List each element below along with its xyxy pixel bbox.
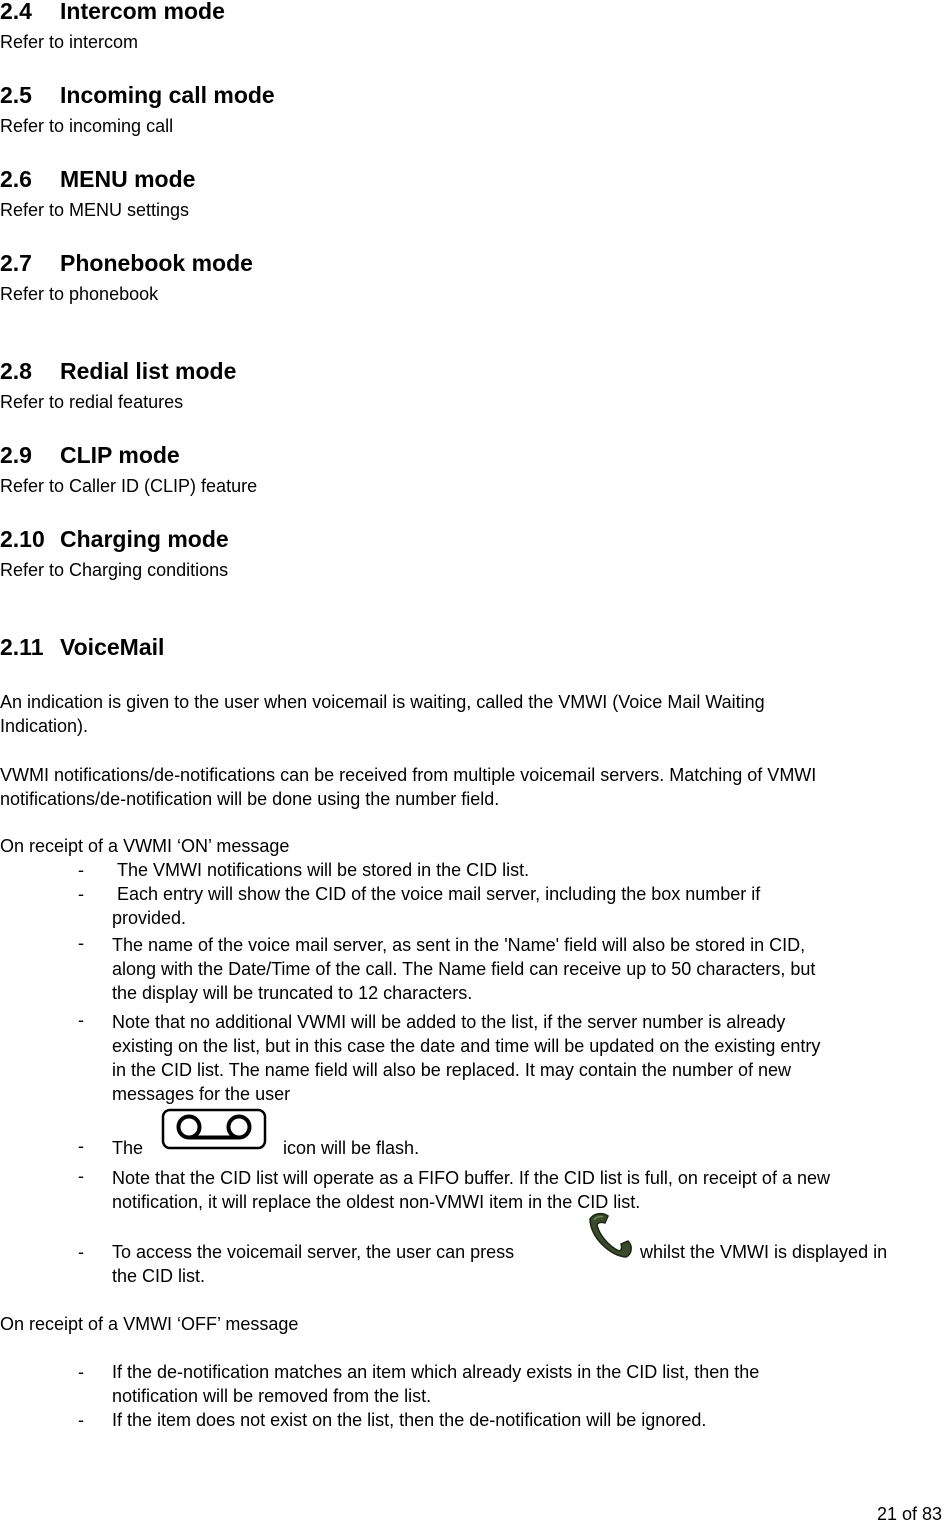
bullet-dash: - bbox=[78, 1010, 84, 1030]
bullet-text: provided. bbox=[112, 908, 187, 928]
paragraph-line: VWMI notifications/de-notifications can be received from multiple voicemail servers. Matching of VMWI bbox=[0, 765, 817, 785]
section-number: 2.5 bbox=[0, 82, 32, 108]
voicemail-tape-icon bbox=[160, 1108, 268, 1150]
bullet-text: the CID list. bbox=[112, 1266, 206, 1286]
section-text: Refer to MENU settings bbox=[0, 200, 190, 220]
bullet-text: notification, it will replace the oldest non-VMWI item in the CID list. bbox=[112, 1192, 641, 1212]
section-title: Phonebook mode bbox=[60, 250, 253, 276]
bullet-text: the display will be truncated to 12 characters. bbox=[112, 983, 473, 1003]
section-text: Refer to Charging conditions bbox=[0, 560, 229, 580]
section-number: 2.7 bbox=[0, 250, 32, 276]
section-text: Refer to incoming call bbox=[0, 116, 174, 136]
off-message-heading: On receipt of a VMWI ‘OFF’ message bbox=[0, 1314, 299, 1334]
page-number: 21 of 83 bbox=[876, 1504, 942, 1524]
section-title: Incoming call mode bbox=[60, 82, 275, 108]
bullet-dash: - bbox=[78, 1410, 84, 1430]
paragraph-line: An indication is given to the user when voicemail is waiting, called the VMWI (Voice Mail Waiting bbox=[0, 692, 765, 712]
section-text: Refer to redial features bbox=[0, 392, 184, 412]
bullet-text: The bbox=[112, 1138, 144, 1158]
bullet-dash: - bbox=[78, 884, 84, 904]
bullet-dash: - bbox=[78, 1166, 84, 1186]
section-text: Refer to phonebook bbox=[0, 284, 159, 304]
bullet-dash: - bbox=[78, 1362, 84, 1382]
bullet-text: notification will be removed from the list. bbox=[112, 1386, 432, 1406]
bullet-text: Each entry will show the CID of the voice mail server, including the box number if bbox=[117, 884, 761, 904]
bullet-text: To access the voicemail server, the user can press bbox=[112, 1242, 515, 1262]
section-text: Refer to Caller ID (CLIP) feature bbox=[0, 476, 258, 496]
bullet-dash: - bbox=[78, 860, 84, 880]
bullet-text: existing on the list, but in this case the date and time will be updated on the existing entry bbox=[112, 1036, 821, 1056]
bullet-dash: - bbox=[78, 933, 84, 953]
bullet-text: Note that the CID list will operate as a FIFO buffer. If the CID list is full, on receipt of a new bbox=[112, 1168, 830, 1188]
section-text: Refer to intercom bbox=[0, 32, 139, 52]
bullet-text: If the item does not exist on the list, then the de-notification will be ignored. bbox=[112, 1410, 707, 1430]
paragraph-line: notifications/de-notification will be done using the number field. bbox=[0, 789, 500, 809]
paragraph-line: Indication). bbox=[0, 716, 89, 736]
section-title: MENU mode bbox=[60, 166, 196, 192]
section-number: 2.11 bbox=[0, 634, 44, 660]
section-number: 2.10 bbox=[0, 526, 45, 552]
section-title: CLIP mode bbox=[60, 442, 180, 468]
bullet-dash: - bbox=[78, 1242, 84, 1262]
section-title: Charging mode bbox=[60, 526, 229, 552]
bullet-text: along with the Date/Time of the call. The Name field can receive up to 50 characters, but bbox=[112, 959, 816, 979]
bullet-text: The VMWI notifications will be stored in the CID list. bbox=[117, 860, 530, 880]
bullet-text: messages for the user bbox=[112, 1084, 291, 1104]
bullet-text: whilst the VMWI is displayed in bbox=[640, 1242, 888, 1262]
section-number: 2.6 bbox=[0, 166, 32, 192]
bullet-text: The name of the voice mail server, as sent in the 'Name' field will also be stored in CID, bbox=[112, 935, 806, 955]
bullet-dash: - bbox=[78, 1136, 84, 1156]
section-title: VoiceMail bbox=[60, 634, 165, 660]
section-title: Redial list mode bbox=[60, 358, 237, 384]
section-number: 2.4 bbox=[0, 0, 32, 24]
section-number: 2.8 bbox=[0, 358, 32, 384]
section-title: Intercom mode bbox=[60, 0, 225, 24]
bullet-text: in the CID list. The name field will also be replaced. It may contain the number of new bbox=[112, 1060, 792, 1080]
phone-handset-icon bbox=[584, 1210, 636, 1262]
bullet-text: Note that no additional VWMI will be added to the list, if the server number is already bbox=[112, 1012, 786, 1032]
section-number: 2.9 bbox=[0, 442, 32, 468]
on-message-heading: On receipt of a VWMI ‘ON’ message bbox=[0, 836, 290, 856]
bullet-text: If the de-notification matches an item which already exists in the CID list, then the bbox=[112, 1362, 760, 1382]
bullet-text: icon will be flash. bbox=[283, 1138, 420, 1158]
